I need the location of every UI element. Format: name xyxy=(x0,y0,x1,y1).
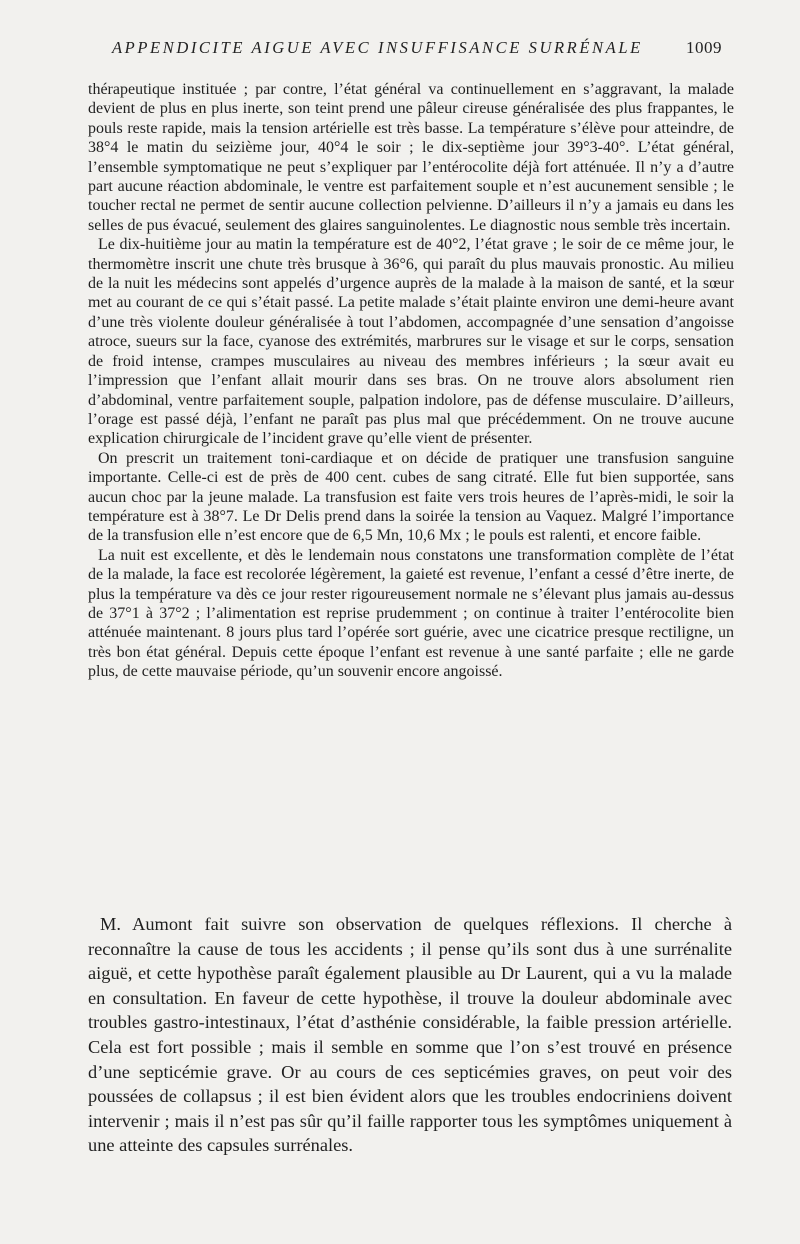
discussion-paragraph: M. Aumont fait suivre son observation de quelques réflexions. Il cherche à reconnaître la cause de tous les accidents ; il pense qu’ils sont dus à une surrénalite aiguë, et cette hypothèse paraît également plausible au Dr Laurent, qui a vu la malade en consultation. En faveur de cette hypothèse, il trouve la douleur abdominale avec troubles gastro-intestinaux, l’état d’asthénie considérable, la faible pression artérielle. Cela est fort possible ; mais il semble en somme que l’on s’est trouvé en présence d’une septicémie grave. Or au cours de ces septicémies graves, on peut voir des poussées de collapsus ; il est bien évident alors que les troubles endocriniens doivent intervenir ; mais il n’est pas sûr qu’il faille rapporter tous les symptômes uniquement à une atteinte des capsules surrénales. xyxy=(88,914,732,1156)
observation-paragraph: thérapeutique instituée ; par contre, l’état général va continuellement en s’aggravant, la malade devient de plus en plus inerte, son teint prend une pâleur cireuse généralisée des plus frappantes, le pouls reste rapide, mais la tension artérielle est très basse. La température s’élève pour atteindre, de 38°4 le matin du seizième jour, 40°4 le soir ; le dix-septième jour 39°3-40°. L’état général, l’ensemble symptomatique ne peut s’expliquer par l’entérocolite déjà fort atténuée. Il n’y a d’autre part aucune réaction abdominale, le ventre est parfaitement souple et n’est aucunement sensible ; le toucher rectal ne permet de sentir aucune collection pelvienne. D’ailleurs il n’y a jamais eu dans les selles de pus évacué, seulement des glaires sanguinolentes. Le diagnostic nous semble très incertain. xyxy=(88,81,734,234)
running-head xyxy=(112,38,722,62)
observation-paragraph: On prescrit un traitement toni-cardiaque et on décide de pratiquer une transfusion sanguine importante. Celle-ci est de près de 400 cent. cubes de sang citraté. Elle fut bien supportée, sans aucun choc par la jeune malade. La transfusion est faite vers trois heures de l’après-midi, le soir la température est à 38°7. Le Dr Delis prend dans la soirée la tension au Vaquez. Malgré l’importance de la transfusion elle n’est encore que de 6,5 Mn, 10,6 Mx ; le pouls est ralenti, et encore faible. xyxy=(88,449,734,545)
observation-text xyxy=(88,80,734,682)
observation-paragraph: Le dix-huitième jour au matin la température est de 40°2, l’état grave ; le soir de ce même jour, le thermomètre inscrit une chute très brusque à 36°6, qui paraît du plus mauvais pronostic. Au milieu de la nuit les médecins sont appelés d’urgence auprès de la malade à la maison de santé, et la sœur met au courant de ce qui s’était passé. La petite malade s’était plainte environ une demi-heure avant d’une très violente douleur généralisée à tout l’abdomen, accompagnée d’une sensation d’angoisse atroce, sueurs sur la face, cyanose des extrémités, marbrures sur le visage et sur le corps, sensation de froid intense, crampes musculaires au niveau des membres inférieurs ; la sœur avait eu l’impression que l’enfant allait mourir dans ses bras. On ne trouve alors absolument rien d’abdominal, ventre parfaitement souple, palpation indolore, pas de défense musculaire. D’ailleurs, l’orage est passé déjà, l’enfant ne paraît pas plus mal que précédemment. On ne trouve aucune explication chirurgicale de l’incident grave qu’elle vient de présenter. xyxy=(88,236,734,448)
observation-paragraph: La nuit est excellente, et dès le lendemain nous constatons une transformation complète de l’état de la malade, la face est recolorée légèrement, la gaieté est revenue, l’enfant a cessé d’être inerte, de plus la température va dès ce jour rester rigoureusement normale ne s’élevant plus jamais au-dessus de 37°1 à 37°2 ; l’alimentation est reprise prudemment ; on continue à traiter l’entérocolite bien atténuée maintenant. 8 jours plus tard l’opérée sort guérie, avec une cicatrice presque rectiligne, un très bon état général. Depuis cette époque l’enfant est revenue à une santé parfaite ; elle ne garde plus, de cette mauvaise période, qu’un souvenir encore angoissé. xyxy=(88,546,734,681)
discussion-text xyxy=(88,912,732,1158)
running-title: APPENDICITE AIGUE AVEC INSUFFISANCE SURRÉNALE xyxy=(112,38,643,57)
page-number: 1009 xyxy=(686,38,722,57)
